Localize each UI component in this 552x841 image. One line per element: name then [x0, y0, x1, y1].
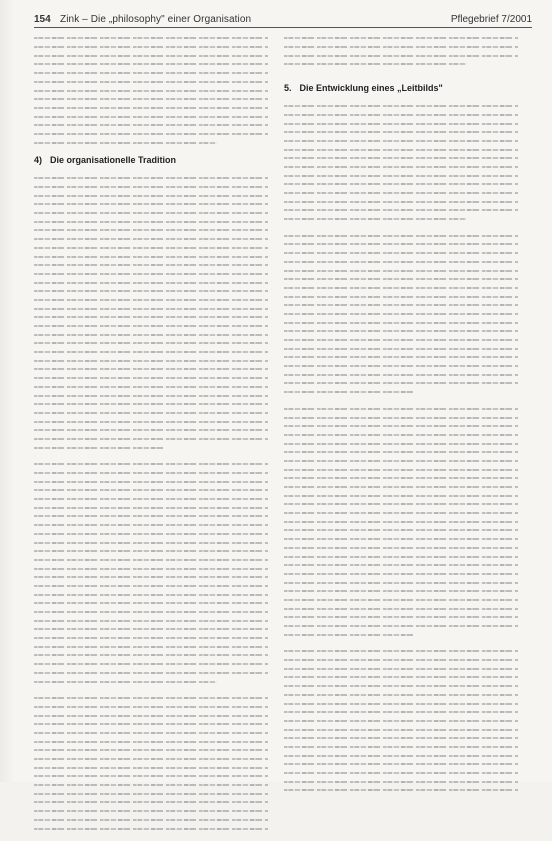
text-line	[284, 119, 518, 128]
text-line	[34, 634, 268, 643]
text-line	[284, 786, 518, 795]
text-line	[34, 138, 217, 147]
text-line	[34, 95, 268, 104]
text-line	[284, 51, 518, 60]
text-line	[284, 240, 518, 249]
text-line	[34, 339, 268, 348]
text-line	[34, 616, 268, 625]
text-line	[34, 677, 217, 686]
text-line	[284, 60, 467, 69]
paragraph	[34, 460, 268, 686]
text-line	[284, 145, 518, 154]
text-line	[34, 243, 268, 252]
text-line	[34, 772, 268, 781]
text-line	[284, 604, 518, 613]
text-line	[34, 495, 268, 504]
text-line	[284, 708, 518, 717]
text-line	[284, 413, 518, 422]
text-line	[284, 491, 518, 500]
section-title: Die Entwicklung eines „Leitbilds"	[299, 82, 443, 93]
text-line	[34, 304, 268, 313]
text-line	[34, 330, 268, 339]
text-line	[34, 538, 268, 547]
text-line	[34, 296, 268, 305]
text-line	[284, 578, 518, 587]
text-line	[284, 664, 518, 673]
text-line	[34, 798, 268, 807]
text-line	[284, 517, 518, 526]
text-line	[284, 370, 518, 379]
text-line	[284, 673, 518, 682]
text-line	[284, 769, 518, 778]
text-line	[284, 465, 518, 474]
text-line	[284, 647, 518, 656]
text-line	[34, 77, 268, 86]
text-line	[34, 313, 268, 322]
text-line	[284, 561, 518, 570]
text-line	[34, 191, 268, 200]
text-line	[34, 43, 268, 52]
text-line	[284, 379, 518, 388]
text-line	[284, 266, 518, 275]
text-line	[34, 235, 268, 244]
text-line	[284, 154, 518, 163]
text-line	[34, 599, 268, 608]
text-line	[34, 60, 268, 69]
text-line	[284, 717, 518, 726]
text-line	[284, 448, 518, 457]
text-line	[284, 404, 518, 413]
text-line	[34, 807, 268, 816]
paragraph	[284, 647, 518, 795]
paragraph	[34, 174, 268, 452]
paragraph	[284, 404, 518, 639]
text-line	[34, 417, 268, 426]
text-line	[284, 344, 518, 353]
text-line	[34, 711, 268, 720]
text-line	[34, 746, 268, 755]
text-line	[284, 734, 518, 743]
text-line	[34, 469, 268, 478]
text-line	[34, 391, 268, 400]
text-line	[284, 751, 518, 760]
paragraph	[34, 694, 268, 833]
text-line	[34, 287, 268, 296]
text-line	[34, 400, 268, 409]
text-line	[284, 215, 467, 224]
text-line	[34, 112, 268, 121]
text-line	[34, 824, 268, 833]
text-line	[284, 301, 518, 310]
left-column	[34, 34, 268, 841]
text-line	[284, 422, 518, 431]
text-line	[284, 690, 518, 699]
text-line	[34, 755, 268, 764]
text-line	[34, 34, 268, 43]
text-line	[284, 102, 518, 111]
text-line	[284, 613, 518, 622]
section-number: 5.	[284, 82, 292, 93]
text-line	[34, 104, 268, 113]
running-header	[34, 8, 532, 28]
text-line	[34, 443, 163, 452]
text-line	[34, 382, 268, 391]
text-line	[34, 625, 268, 634]
text-line	[34, 322, 268, 331]
text-line	[284, 310, 518, 319]
text-line	[284, 431, 518, 440]
text-line	[284, 587, 518, 596]
text-line	[34, 503, 268, 512]
text-line	[284, 388, 413, 397]
text-line	[34, 582, 268, 591]
text-line	[284, 725, 518, 734]
text-line	[34, 374, 268, 383]
text-line	[34, 409, 268, 418]
text-line	[34, 668, 268, 677]
text-line	[34, 130, 268, 139]
text-line	[34, 486, 268, 495]
text-line	[284, 336, 518, 345]
text-line	[34, 435, 268, 444]
right-column	[284, 34, 518, 803]
text-line	[284, 500, 518, 509]
text-line	[34, 547, 268, 556]
text-line	[284, 171, 518, 180]
text-line	[34, 477, 268, 486]
text-line	[34, 69, 268, 78]
text-line	[34, 789, 268, 798]
text-line	[284, 596, 518, 605]
paragraph	[284, 102, 518, 224]
paragraph	[34, 34, 268, 147]
page-number: 154	[34, 14, 51, 25]
text-line	[34, 226, 268, 235]
text-line	[284, 110, 518, 119]
text-line	[284, 457, 518, 466]
paragraph	[284, 34, 518, 69]
text-line	[284, 284, 518, 293]
text-line	[284, 543, 518, 552]
section-heading-leitbild	[284, 83, 518, 93]
text-line	[284, 249, 518, 258]
text-line	[284, 570, 518, 579]
text-line	[34, 512, 268, 521]
text-line	[284, 275, 518, 284]
text-line	[284, 535, 518, 544]
text-line	[34, 121, 268, 130]
text-line	[284, 327, 518, 336]
text-line	[284, 362, 518, 371]
text-line	[284, 622, 518, 631]
text-line	[34, 217, 268, 226]
text-line	[34, 729, 268, 738]
section-title: Die organisationelle Tradition	[50, 154, 177, 165]
section-number: 4)	[34, 154, 43, 165]
text-line	[284, 552, 518, 561]
text-line	[34, 278, 268, 287]
text-line	[34, 270, 268, 279]
text-line	[284, 439, 518, 448]
text-line	[284, 699, 518, 708]
text-line	[284, 353, 518, 362]
text-line	[34, 209, 268, 218]
running-title: Zink – Die „philosophy" einer Organisation	[60, 14, 252, 25]
text-line	[284, 189, 518, 198]
text-line	[34, 200, 268, 209]
text-line	[34, 642, 268, 651]
header-rule	[34, 27, 532, 28]
text-line	[34, 590, 268, 599]
text-line	[284, 656, 518, 665]
text-line	[34, 365, 268, 374]
text-line	[34, 564, 268, 573]
text-line	[34, 720, 268, 729]
text-line	[284, 483, 518, 492]
text-line	[284, 474, 518, 483]
text-line	[34, 651, 268, 660]
text-line	[34, 51, 268, 60]
text-line	[284, 682, 518, 691]
text-line	[284, 137, 518, 146]
text-line	[284, 630, 413, 639]
text-line	[284, 318, 518, 327]
text-line	[284, 231, 518, 240]
text-line	[284, 128, 518, 137]
text-line	[284, 43, 518, 52]
text-line	[34, 529, 268, 538]
text-line	[284, 760, 518, 769]
text-line	[34, 174, 268, 183]
text-line	[284, 163, 518, 172]
text-line	[34, 426, 268, 435]
text-line	[34, 608, 268, 617]
text-line	[284, 509, 518, 518]
text-line	[34, 86, 268, 95]
text-line	[284, 34, 518, 43]
text-line	[34, 460, 268, 469]
journal-source: Pflegebrief 7/2001	[450, 14, 532, 25]
text-line	[34, 183, 268, 192]
text-line	[284, 292, 518, 301]
text-line	[284, 180, 518, 189]
text-line	[34, 573, 268, 582]
text-line	[34, 261, 268, 270]
text-line	[34, 348, 268, 357]
text-line	[34, 815, 268, 824]
text-line	[34, 556, 268, 565]
text-line	[34, 356, 268, 365]
section-heading-tradition	[34, 155, 268, 165]
text-line	[34, 252, 268, 261]
text-line	[284, 743, 518, 752]
text-line	[34, 763, 268, 772]
paragraph	[284, 231, 518, 396]
text-line	[34, 521, 268, 530]
text-line	[34, 737, 268, 746]
text-line	[284, 257, 518, 266]
text-line	[34, 703, 268, 712]
text-line	[34, 694, 268, 703]
text-line	[34, 660, 268, 669]
text-line	[284, 197, 518, 206]
text-line	[284, 526, 518, 535]
text-line	[284, 206, 518, 215]
